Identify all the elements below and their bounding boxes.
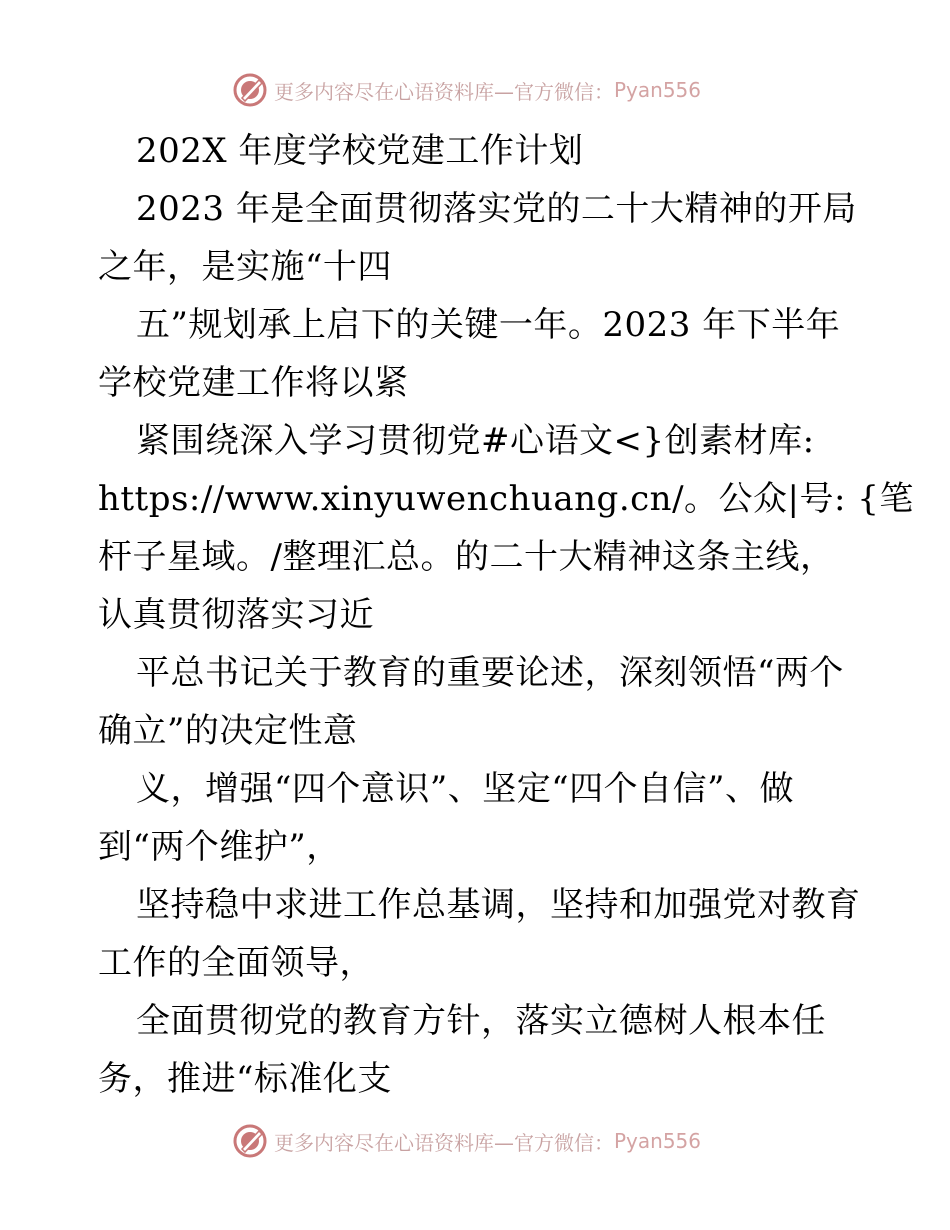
watermark-handle: Pyan556 [614,78,702,102]
text-line: 紧围绕深入学习贯彻党#心语文<}创素材库: [136,421,815,461]
watermark-handle: Pyan556 [614,1129,702,1153]
text-line: https://www.xinyuwenchuang.cn/。公众|号: {笔 [98,479,914,519]
text-line: 平总书记关于教育的重要论述，深刻领悟“两个 [136,653,844,693]
header-watermark [232,70,701,110]
text-line: 杆子星域。/整理汇总。的二十大精神这条主线， [98,537,835,577]
text-line: 认真贯彻落实习近 [98,595,374,635]
text-line: 五”规划承上启下的关键一年。2023 年下半年 [136,305,841,345]
text-line: 到“两个维护”， [98,827,341,867]
watermark-text: 更多内容尽在心语资料库—官方微信： [274,1130,614,1155]
document-body [98,122,914,1108]
text-line: 工作的全面领导， [98,943,374,983]
text-line: 2023 年是全面贯彻落实党的二十大精神的开局 [136,189,857,229]
text-line: 确立”的决定性意 [98,711,358,751]
text-line: 务，推进“标准化支 [98,1059,392,1099]
text-line: 坚持稳中求进工作总基调，坚持和加强党对教育 [136,885,861,925]
text-line: 之年，是实施“十四 [98,247,392,287]
footer-watermark [232,1121,701,1161]
document-title: 202X 年度学校党建工作计划 [136,131,584,171]
pen-logo-icon [232,72,268,108]
pen-logo-icon [232,1123,268,1159]
watermark-text: 更多内容尽在心语资料库—官方微信： [274,79,614,104]
text-line: 全面贯彻党的教育方针，落实立德树人根本任 [136,1001,826,1041]
text-line: 义，增强“四个意识”、坚定“四个自信”、做 [136,769,795,809]
text-line: 学校党建工作将以紧 [98,363,409,403]
